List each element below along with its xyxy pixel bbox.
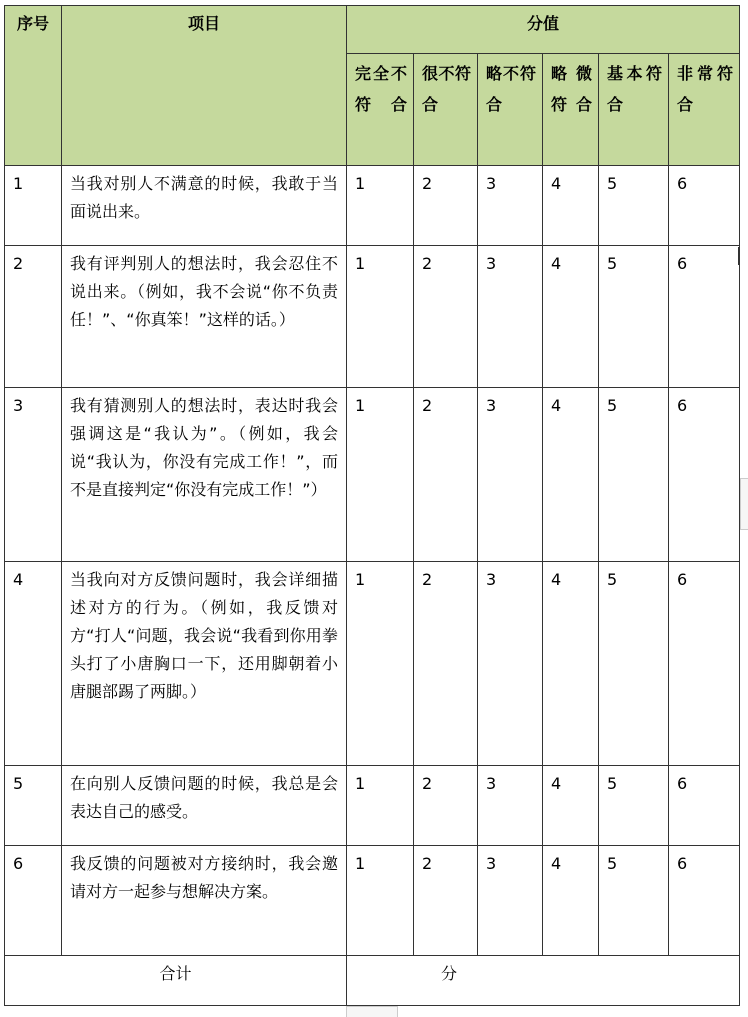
table-row (5, 846, 740, 956)
score-label-2: 很不符合 (414, 54, 478, 166)
score-cell: 5 (599, 846, 669, 956)
score-cell: 3 (478, 166, 543, 246)
row-no: 2 (5, 246, 62, 388)
score-label-5: 基本符合 (599, 54, 669, 166)
total-score-unit: 分 (347, 956, 740, 1006)
score-cell: 1 (347, 766, 414, 846)
row-item: 当我对别人不满意的时候，我敢于当面说出来。 (62, 166, 347, 246)
table-row (5, 166, 740, 246)
score-cell: 6 (669, 166, 740, 246)
score-label-4: 略微符合 (543, 54, 599, 166)
score-cell: 5 (599, 388, 669, 562)
self-assessment-table (4, 5, 740, 1006)
score-cell: 5 (599, 246, 669, 388)
scroll-handle[interactable] (740, 478, 748, 530)
header-score: 分值 (347, 6, 740, 54)
score-label-6: 非常符合 (669, 54, 740, 166)
score-cell: 4 (543, 166, 599, 246)
row-no: 5 (5, 766, 62, 846)
score-cell: 4 (543, 562, 599, 766)
score-cell: 6 (669, 246, 740, 388)
score-cell: 4 (543, 246, 599, 388)
score-cell: 1 (347, 846, 414, 956)
score-cell: 3 (478, 562, 543, 766)
score-cell: 1 (347, 562, 414, 766)
row-item: 我有评判别人的想法时，我会忍住不说出来。（例如，我不会说“你不负责任！”、“你真笨！”这样的话。） (62, 246, 347, 388)
table-row (5, 246, 740, 388)
score-cell: 4 (543, 846, 599, 956)
row-item: 在向别人反馈问题的时候，我总是会表达自己的感受。 (62, 766, 347, 846)
score-cell: 1 (347, 388, 414, 562)
row-no: 1 (5, 166, 62, 246)
table-row (5, 388, 740, 562)
score-cell: 2 (414, 562, 478, 766)
total-row (5, 956, 740, 1006)
score-cell: 5 (599, 766, 669, 846)
score-cell: 2 (414, 766, 478, 846)
header-item: 项目 (62, 6, 347, 166)
score-cell: 4 (543, 766, 599, 846)
row-item: 我反馈的问题被对方接纳时，我会邀请对方一起参与想解决方案。 (62, 846, 347, 956)
score-cell: 2 (414, 388, 478, 562)
score-cell: 2 (414, 246, 478, 388)
row-no: 6 (5, 846, 62, 956)
row-no: 4 (5, 562, 62, 766)
table-row (5, 766, 740, 846)
score-cell: 2 (414, 166, 478, 246)
score-cell: 1 (347, 166, 414, 246)
score-cell: 6 (669, 388, 740, 562)
score-label-3: 略不符合 (478, 54, 543, 166)
score-cell: 3 (478, 846, 543, 956)
score-cell: 2 (414, 846, 478, 956)
text-cursor (738, 247, 739, 265)
row-item: 我有猜测别人的想法时，表达时我会强调这是“我认为”。（例如，我会说“我认为，你没有完成工作！”，而不是直接判定“你没有完成工作！”） (62, 388, 347, 562)
score-cell: 6 (669, 562, 740, 766)
score-cell: 3 (478, 388, 543, 562)
score-cell: 6 (669, 846, 740, 956)
score-cell: 3 (478, 246, 543, 388)
row-item: 当我向对方反馈问题时，我会详细描述对方的行为。（例如，我反馈对方“打人“问题，我会说“我看到你用拳头打了小唐胸口一下，还用脚朝着小唐腿部踢了两脚。） (62, 562, 347, 766)
score-label-1: 完全不符合 (347, 54, 414, 166)
score-cell: 6 (669, 766, 740, 846)
header-no: 序号 (5, 6, 62, 166)
score-cell: 1 (347, 246, 414, 388)
score-cell: 5 (599, 562, 669, 766)
score-cell: 4 (543, 388, 599, 562)
table-row (5, 562, 740, 766)
scroll-handle-bottom[interactable] (346, 1006, 398, 1017)
score-cell: 5 (599, 166, 669, 246)
row-no: 3 (5, 388, 62, 562)
score-cell: 3 (478, 766, 543, 846)
total-label: 合计 (5, 956, 347, 1006)
